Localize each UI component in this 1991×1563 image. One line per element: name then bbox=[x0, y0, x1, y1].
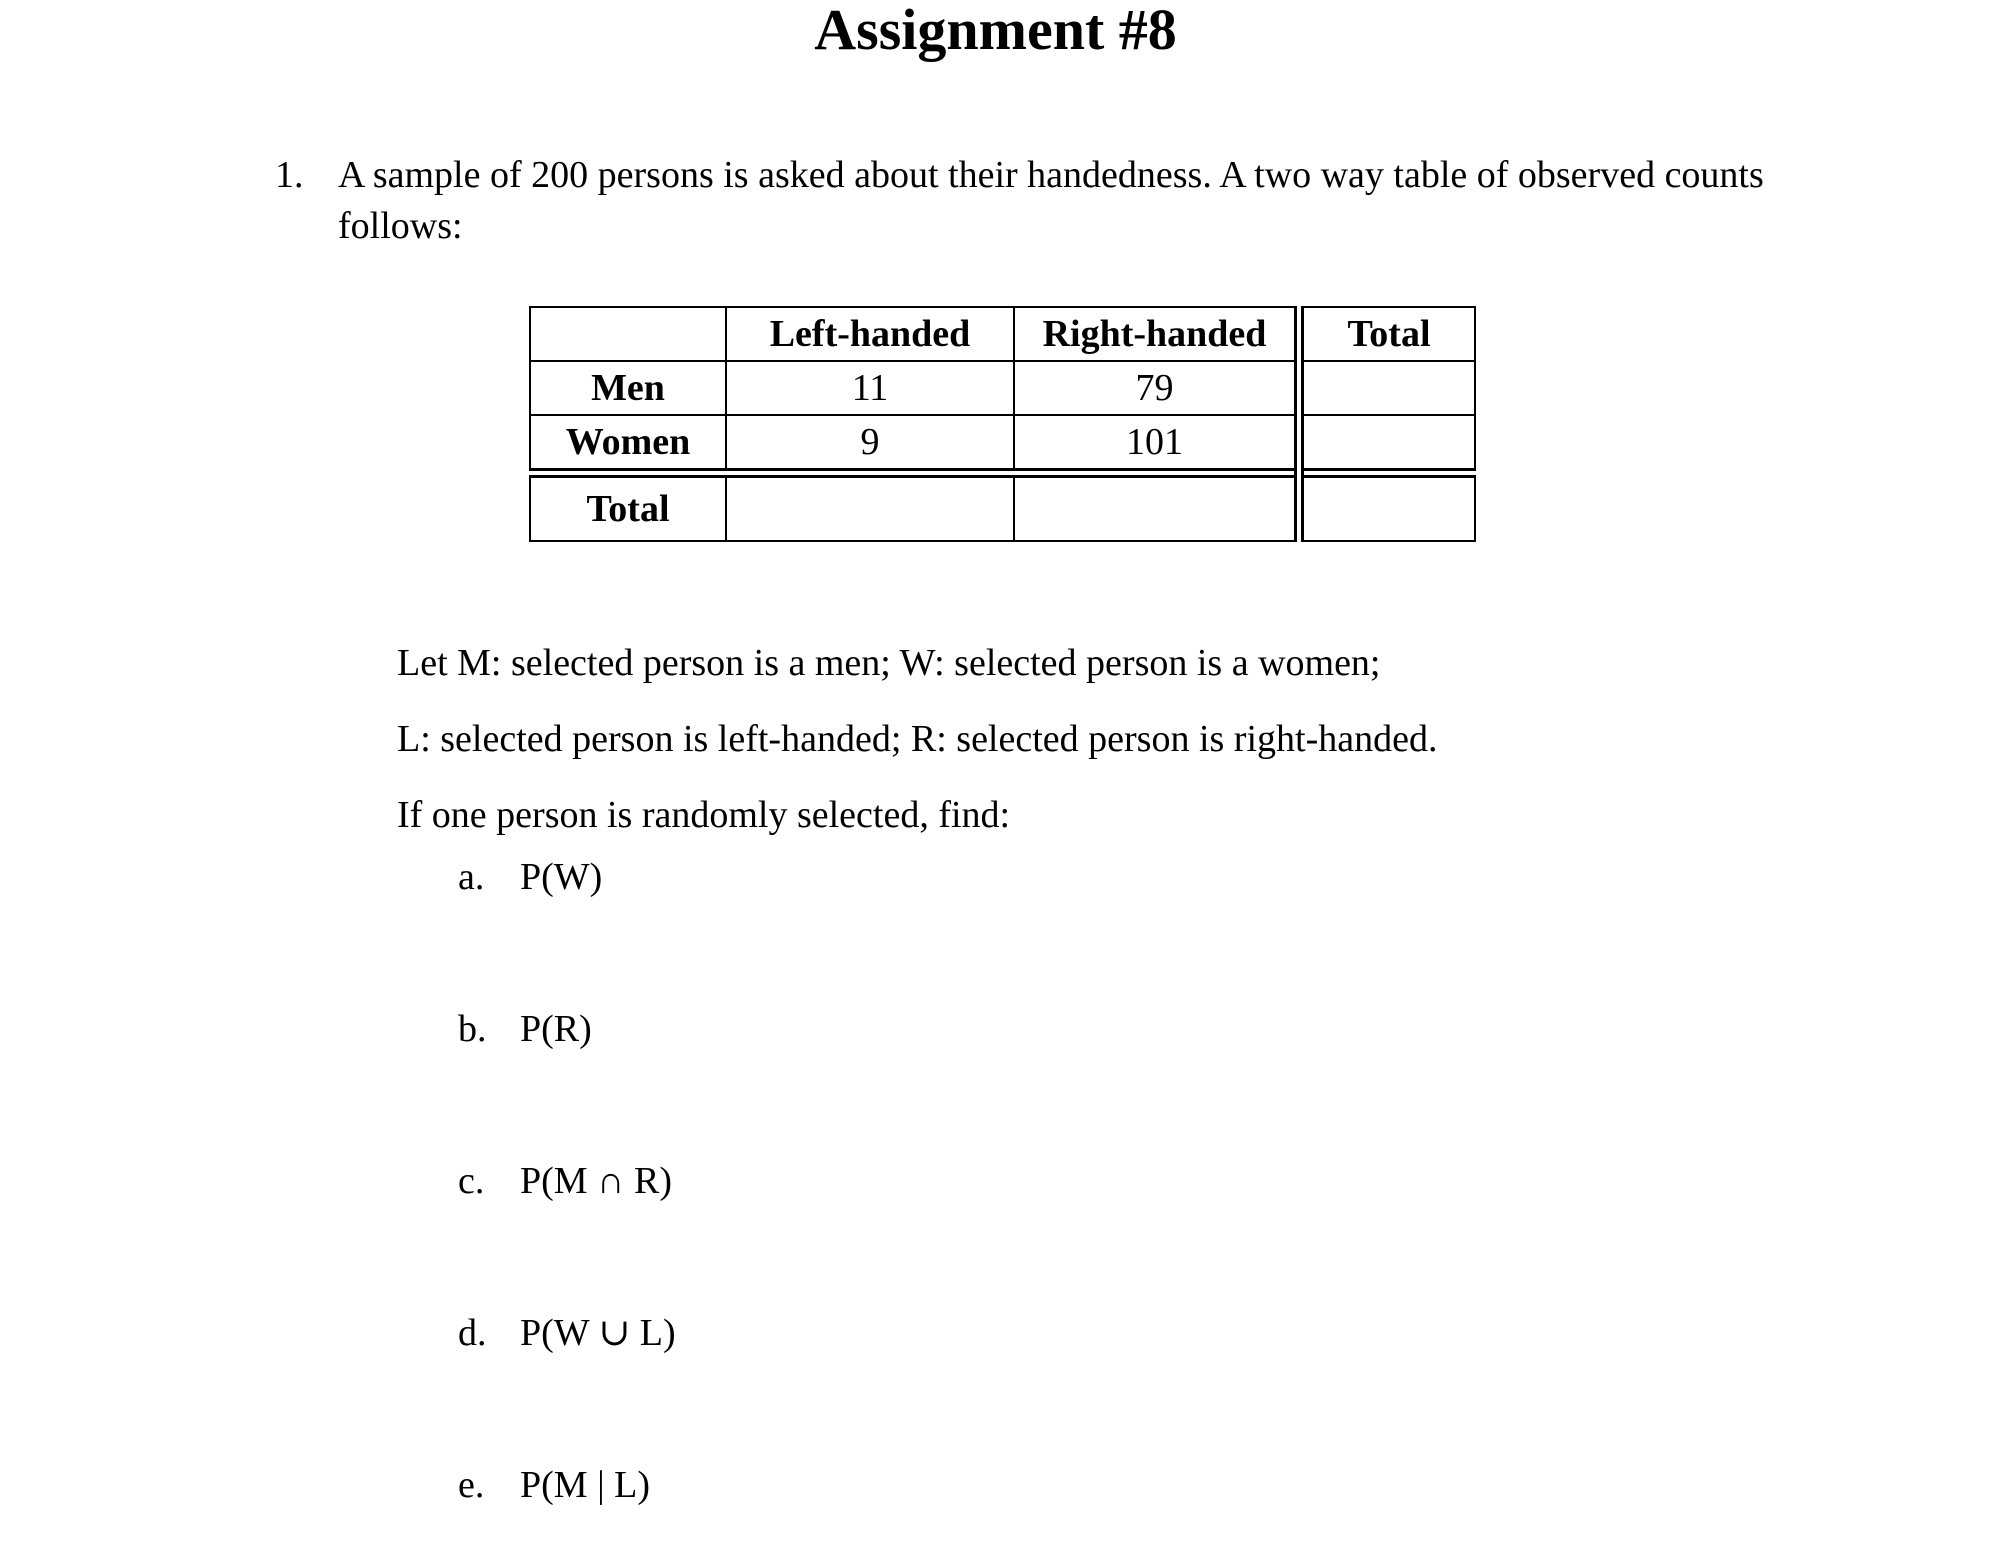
part-c bbox=[458, 1157, 672, 1205]
definition-line: L: selected person is left-handed; R: selected person is right-handed. bbox=[397, 718, 1438, 760]
part-letter: d. bbox=[458, 1312, 487, 1354]
question-number: 1. bbox=[275, 154, 304, 196]
cell-women-total bbox=[1299, 415, 1475, 473]
cell-total-left bbox=[726, 473, 1014, 541]
part-a bbox=[458, 853, 602, 901]
two-way-table bbox=[529, 306, 1476, 542]
part-b bbox=[458, 1005, 592, 1053]
row-label-women: Women bbox=[530, 415, 726, 473]
cell-men-total bbox=[1299, 361, 1475, 415]
table-total-row bbox=[530, 473, 1475, 541]
part-expression: P(M | L) bbox=[520, 1464, 651, 1506]
part-d bbox=[458, 1309, 676, 1357]
part-letter: e. bbox=[458, 1464, 485, 1506]
part-expression: P(W ∪ L) bbox=[520, 1312, 676, 1354]
cell-women-left: 9 bbox=[726, 415, 1014, 473]
part-expression: P(R) bbox=[520, 1008, 592, 1050]
cell-women-right: 101 bbox=[1014, 415, 1299, 473]
part-expression: P(W) bbox=[520, 856, 603, 898]
cell-men-left: 11 bbox=[726, 361, 1014, 415]
question-1 bbox=[275, 150, 1775, 252]
header-cell-empty bbox=[530, 307, 726, 361]
part-e bbox=[458, 1461, 650, 1509]
definitions bbox=[397, 625, 1437, 853]
cell-total-right bbox=[1014, 473, 1299, 541]
cell-men-right: 79 bbox=[1014, 361, 1299, 415]
part-letter: b. bbox=[458, 1008, 487, 1050]
page-title: Assignment #8 bbox=[814, 0, 1177, 62]
cell-grand-total bbox=[1299, 473, 1475, 541]
table-row bbox=[530, 415, 1475, 473]
question-text: A sample of 200 persons is asked about their handedness. A two way table of observed counts follows: bbox=[338, 154, 1764, 247]
table-row bbox=[530, 361, 1475, 415]
part-expression: P(M ∩ R) bbox=[520, 1160, 673, 1202]
table-header-row bbox=[530, 307, 1475, 361]
instruction-line: If one person is randomly selected, find: bbox=[397, 794, 1011, 836]
definition-line: Let M: selected person is a men; W: selected person is a women; bbox=[397, 642, 1381, 684]
part-letter: c. bbox=[458, 1160, 485, 1202]
part-letter: a. bbox=[458, 856, 485, 898]
row-label-men: Men bbox=[530, 361, 726, 415]
header-total: Total bbox=[1299, 307, 1475, 361]
row-label-total: Total bbox=[530, 473, 726, 541]
header-left-handed: Left-handed bbox=[726, 307, 1014, 361]
header-right-handed: Right-handed bbox=[1014, 307, 1299, 361]
